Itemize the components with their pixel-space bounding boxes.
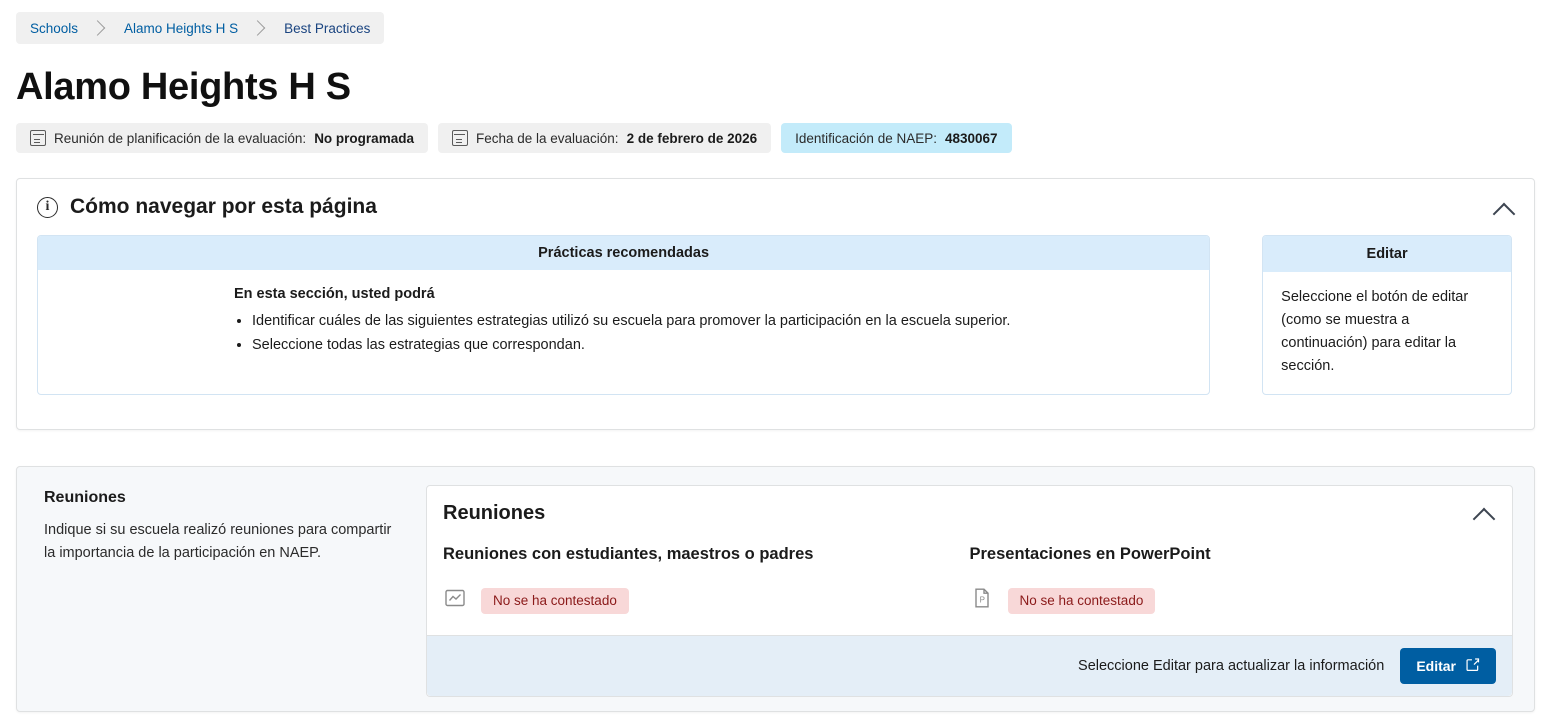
- best-practices-bullet-1: • Identificar cuáles de las siguientes estrategias utilizó su escuela para promover la participación en la escuela superior.: [252, 310, 1191, 332]
- meetings-card-title: Reuniones: [443, 502, 546, 524]
- info-icon: i: [37, 197, 58, 218]
- best-practices-bullet-2: • Seleccione todas las estrategias que correspondan.: [252, 334, 1191, 356]
- meetings-section: [16, 466, 1535, 712]
- calendar-icon: [30, 130, 46, 146]
- question-label: Reuniones con estudiantes, maestros o padres: [443, 545, 814, 563]
- meta-row: [16, 123, 1012, 153]
- how-to-navigate-collapse-button[interactable]: [1490, 197, 1518, 225]
- pill-naep-id: [781, 123, 1011, 153]
- pill-naep-id-label: Identificación de NAEP:: [795, 130, 937, 146]
- meetings-questions-grid: [427, 531, 1512, 635]
- edit-help-text: Seleccione el botón de editar (como se muestra a continuación) para editar la sección.: [1281, 289, 1469, 374]
- question-label: Presentaciones en PowerPoint: [969, 545, 1211, 563]
- edit-help-panel-header: Editar: [1263, 236, 1511, 272]
- breadcrumb: [16, 12, 384, 44]
- svg-text:P: P: [979, 595, 985, 605]
- how-to-navigate-header: [17, 179, 1534, 227]
- meetings-collapse-button[interactable]: [1470, 502, 1498, 530]
- status-badge: No se ha contestado: [481, 588, 629, 614]
- edit-button[interactable]: [1400, 648, 1496, 684]
- how-to-navigate-card: [16, 178, 1535, 430]
- meetings-side-title: Reuniones: [44, 489, 126, 506]
- breadcrumb-separator-icon: [92, 12, 106, 44]
- breadcrumb-item-schools[interactable]: Schools: [30, 20, 79, 36]
- question-meetings-with-people: [443, 545, 970, 615]
- meetings-side-text: Indique si su escuela realizó reuniones para compartir la importancia de la participación en NAEP.: [44, 522, 392, 562]
- meetings-side-info: [44, 489, 394, 565]
- best-practices-lead: En esta sección, usted podrá: [234, 286, 435, 302]
- best-practices-panel-body: [38, 270, 1209, 375]
- breadcrumb-item-school[interactable]: Alamo Heights H S: [124, 20, 239, 36]
- best-practices-panel-header: Prácticas recomendadas: [38, 236, 1209, 270]
- pill-assessment-date-value: 2 de febrero de 2026: [626, 130, 758, 146]
- pill-planning-meeting: [16, 123, 428, 153]
- best-practices-bullets: [234, 310, 1191, 357]
- meetings-inner-header: [427, 486, 1512, 531]
- best-practices-panel: [37, 235, 1210, 395]
- chevron-up-icon: [1493, 202, 1516, 225]
- pencil-square-icon: [1465, 657, 1480, 675]
- calendar-icon: [452, 130, 468, 146]
- answer-row: [443, 586, 970, 615]
- answer-row: [970, 586, 1497, 615]
- meetings-inner-card: [426, 485, 1513, 697]
- pill-naep-id-value: 4830067: [944, 130, 998, 146]
- status-badge: No se ha contestado: [1008, 588, 1156, 614]
- chart-line-icon: [443, 586, 467, 615]
- breadcrumb-separator-icon: [252, 12, 266, 44]
- edit-button-label: Editar: [1416, 658, 1456, 674]
- powerpoint-file-icon: [970, 586, 994, 615]
- pill-assessment-date-label: Fecha de la evaluación:: [475, 130, 619, 146]
- edit-help-panel-body: [1263, 272, 1511, 394]
- chevron-up-icon: [1473, 507, 1496, 530]
- breadcrumb-item-best-practices[interactable]: Best Practices: [284, 20, 371, 36]
- pill-planning-meeting-label: Reunión de planificación de la evaluación:: [54, 130, 307, 146]
- page-title: Alamo Heights H S: [16, 66, 351, 108]
- how-to-navigate-body: [17, 227, 1534, 395]
- meetings-footer-text: Seleccione Editar para actualizar la información: [1078, 658, 1385, 674]
- question-powerpoint-presentations: [970, 545, 1497, 615]
- meetings-footer: [427, 635, 1512, 696]
- edit-help-panel: [1262, 235, 1512, 395]
- how-to-navigate-title: Cómo navegar por esta página: [70, 195, 377, 218]
- pill-planning-meeting-value: No programada: [314, 130, 414, 146]
- pill-assessment-date: [438, 123, 771, 153]
